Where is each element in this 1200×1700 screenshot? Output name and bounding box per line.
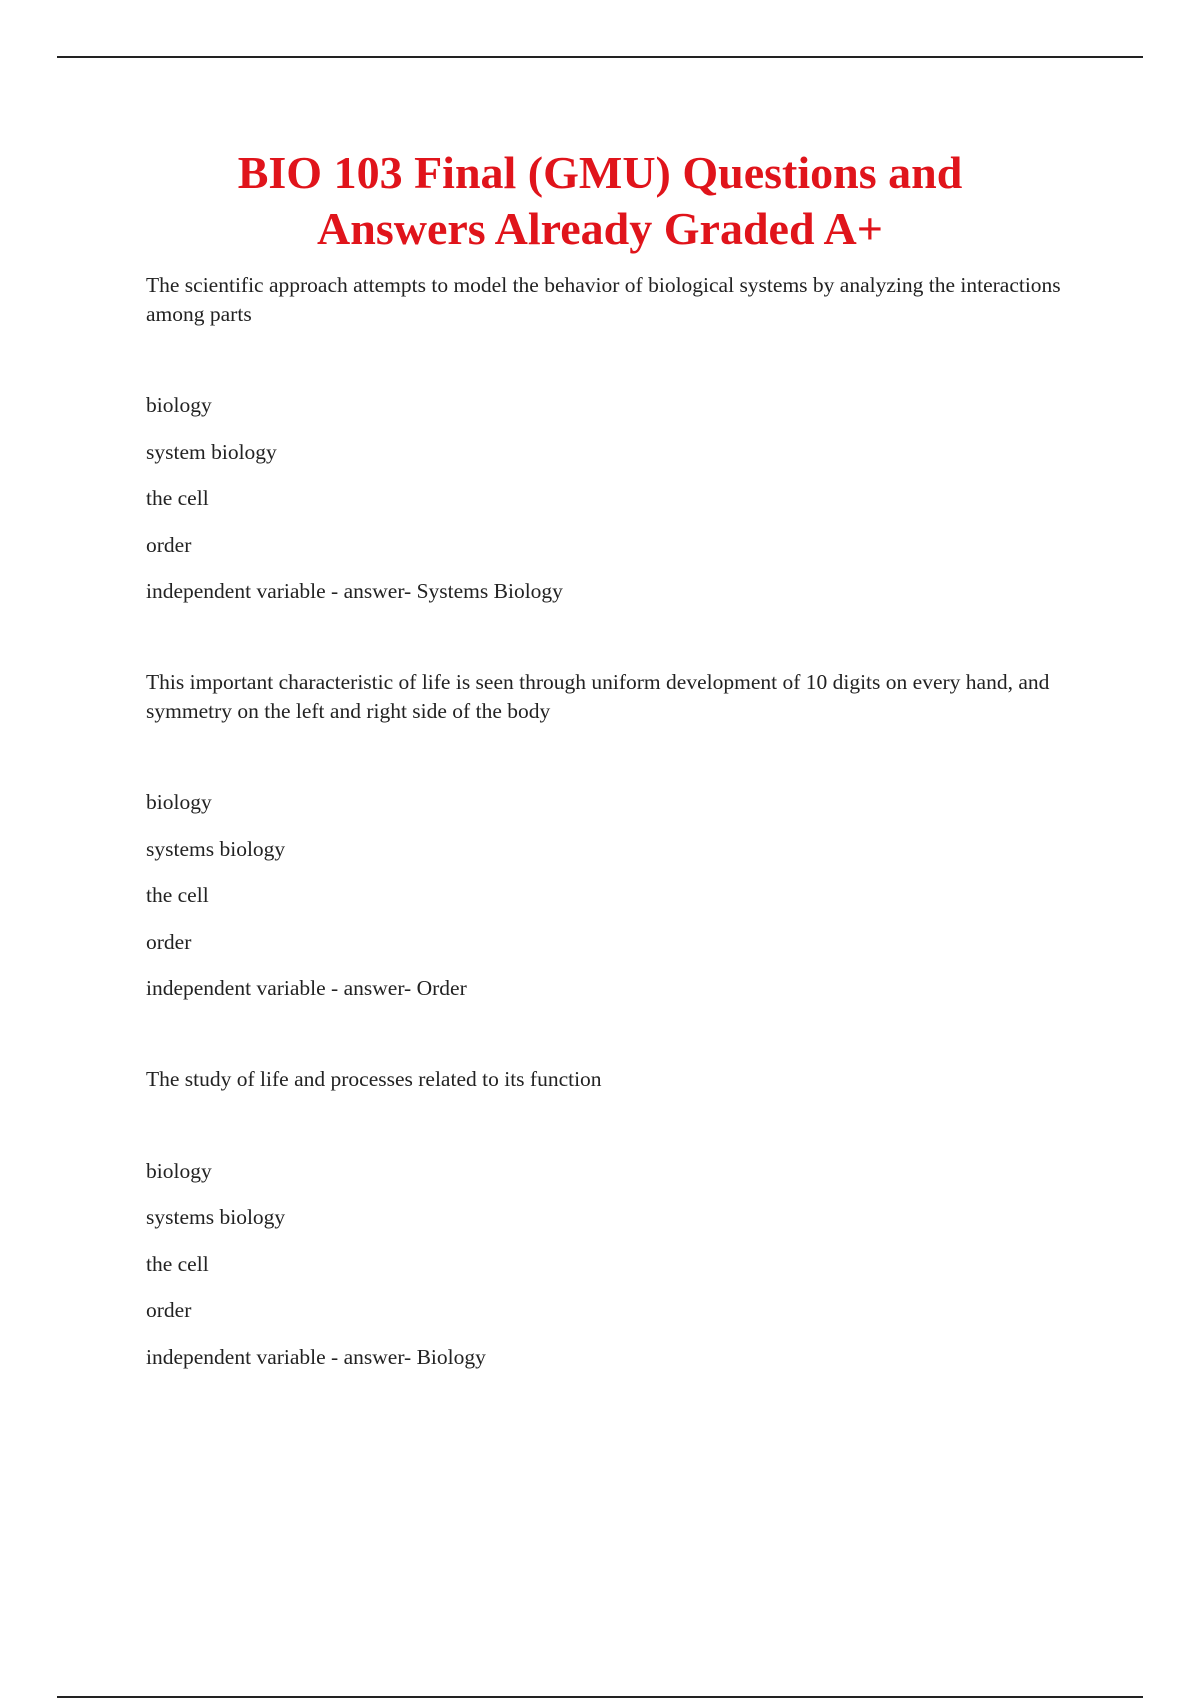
- document-title: [100, 145, 1100, 257]
- option-item: order: [146, 1298, 192, 1322]
- question-prompt: The scientific approach attempts to model the behavior of biological systems by analyzing the interactions among parts: [146, 273, 1061, 326]
- option-item: order: [146, 532, 192, 557]
- option-item: the cell: [146, 486, 209, 510]
- title-line-1: BIO 103 Final (GMU) Questions and: [237, 147, 963, 198]
- option-item: order: [146, 929, 192, 954]
- option-answer: independent variable - answer- Order: [146, 976, 467, 1000]
- question-block-3: [146, 1065, 1086, 1371]
- option-answer: independent variable - answer- Biology: [146, 1344, 486, 1369]
- option-item: the cell: [146, 883, 209, 907]
- option-item: systems biology: [146, 836, 286, 861]
- question-prompt: This important characteristic of life is seen through uniform development of 10 digits on every hand, and symmetry on the left and right side of the body: [146, 670, 1050, 723]
- document-body: [146, 271, 1086, 1434]
- question-block-2: [146, 668, 1086, 1002]
- option-item: systems biology: [146, 1205, 286, 1229]
- option-item: biology: [146, 1158, 212, 1183]
- option-item: biology: [146, 393, 212, 417]
- answer-options: [146, 788, 1086, 1002]
- question-block-1: [146, 271, 1086, 605]
- option-item: biology: [146, 790, 212, 814]
- footer-rule: [57, 1696, 1143, 1698]
- question-prompt: The study of life and processes related to its function: [146, 1067, 602, 1091]
- header-rule: [57, 56, 1143, 58]
- option-item: the cell: [146, 1251, 209, 1276]
- option-answer: independent variable - answer- Systems Biology: [146, 579, 563, 603]
- answer-options: [146, 391, 1086, 605]
- answer-options: [146, 1157, 1086, 1371]
- option-item: system biology: [146, 439, 277, 464]
- title-line-2: Answers Already Graded A+: [317, 203, 883, 254]
